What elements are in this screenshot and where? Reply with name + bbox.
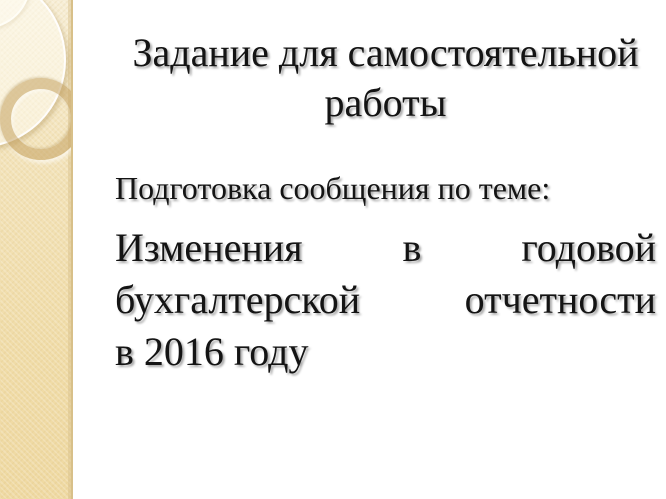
slide-title: Задание для самостоятельной работы <box>132 30 639 125</box>
topic-intro-text: Подготовка сообщения по теме: <box>115 170 551 206</box>
slide-content <box>115 0 656 378</box>
decorative-ring <box>0 78 73 160</box>
topic-block <box>115 222 656 378</box>
topic-line-2: бухгалтерской отчетности <box>115 277 656 322</box>
sidebar-decoration <box>0 0 73 499</box>
topic-line-3: в 2016 году <box>115 329 309 374</box>
topic-line-1: Изменения в годовой <box>115 225 656 270</box>
